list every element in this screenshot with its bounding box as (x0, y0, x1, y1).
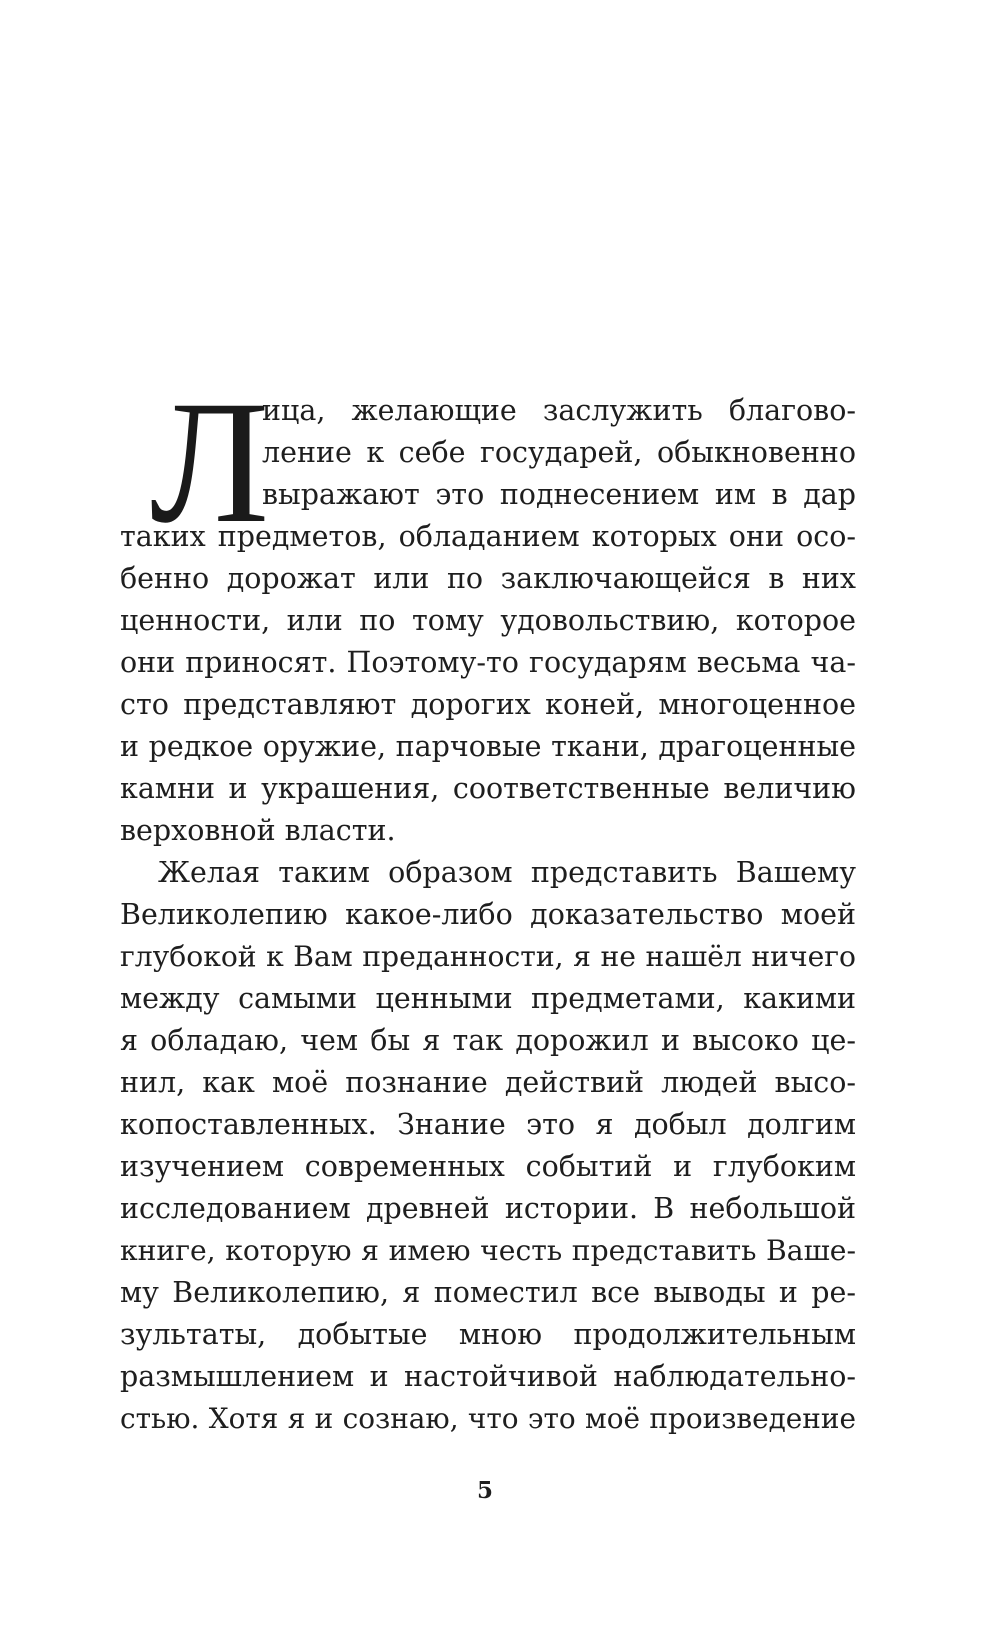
text-line-19: изучением современных событий и глубоким (120, 1150, 856, 1183)
text-line-3: выражают это поднесением им в дар (262, 478, 856, 511)
text-line-5: бенно дорожат или по заключающейся в них (120, 562, 856, 595)
text-line-8: сто представляют дорогих коней, многоценное (120, 688, 856, 721)
text-line-24: размышлением и настойчивой наблюдательно- (120, 1360, 856, 1393)
text-line-14: глубокой к Вам преданности, я не нашёл ничего (120, 940, 856, 973)
text-line-9: и редкое оружие, парчовые ткани, драгоценные (120, 730, 856, 763)
text-line-12: Желая таким образом представить Вашему (158, 856, 856, 889)
text-line-18: копоставленных. Знание это я добыл долгим (120, 1108, 856, 1141)
text-line-11: верховной власти. (120, 814, 396, 847)
text-line-23: зультаты, добытые мною продолжительным (120, 1318, 856, 1351)
text-line-17: нил, как моё познание действий людей высо- (120, 1066, 856, 1099)
text-line-10: камни и украшения, соответственные величию (120, 772, 856, 805)
text-line-4: таких предметов, обладанием которых они осо- (120, 520, 856, 553)
text-line-15: между самыми ценными предметами, какими (120, 982, 856, 1015)
text-line-13: Великолепию какое-либо доказательство моей (120, 898, 856, 931)
text-line-21: книге, которую я имею честь представить Ваше- (120, 1234, 856, 1267)
text-line-6: ценности, или по тому удовольствию, которое (120, 604, 856, 637)
drop-cap-letter: Л (150, 365, 270, 560)
text-line-1: ица, желающие заслужить благово- (262, 394, 856, 427)
text-line-25: стью. Хотя я и сознаю, что это моё произведение (120, 1402, 856, 1435)
text-line-2: ление к себе государей, обыкновенно (262, 436, 856, 469)
text-line-16: я обладаю, чем бы я так дорожил и высоко це- (120, 1024, 856, 1057)
text-line-7: они приносят. Поэтому-то государям весьма ча- (120, 646, 856, 679)
page-number: 5 (476, 1477, 493, 1504)
text-line-20: исследованием древней истории. В небольшой (120, 1192, 856, 1225)
text-line-22: му Великолепию, я поместил все выводы и ре- (120, 1276, 856, 1309)
